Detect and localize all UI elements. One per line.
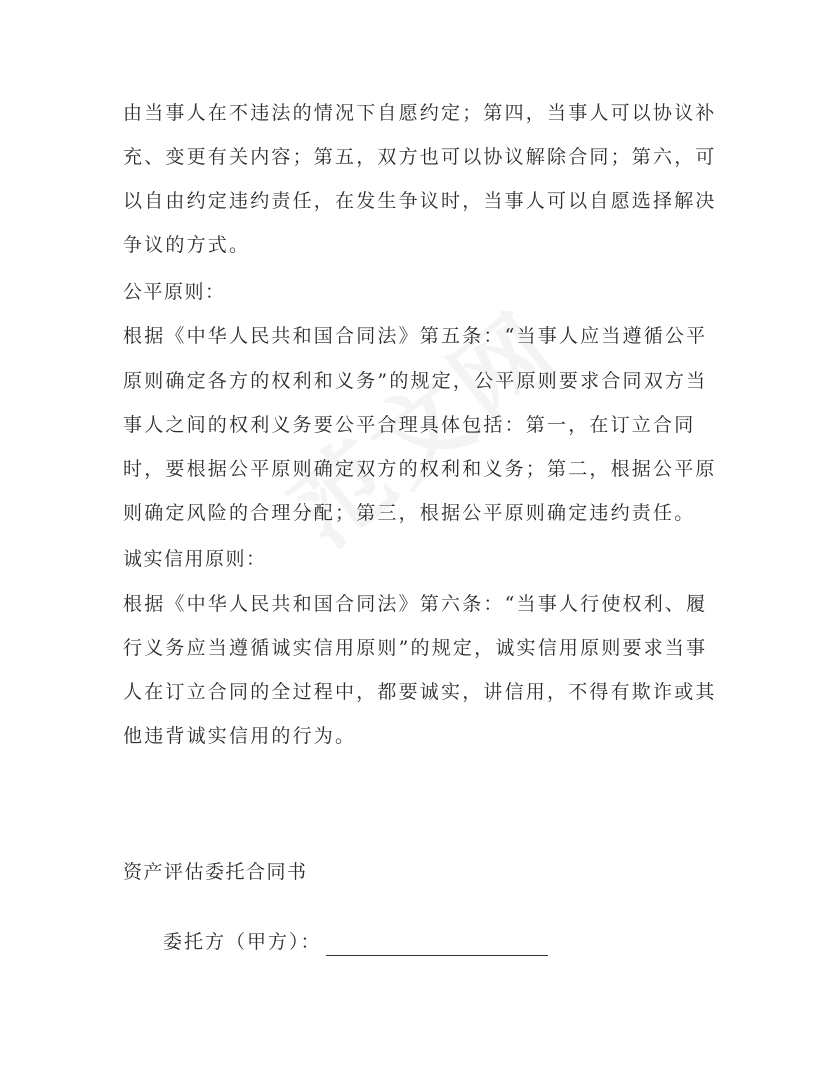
paragraph-line: 则确定风险的合理分配；第三，根据公平原则确定违约责任。 <box>123 502 696 524</box>
paragraph-line: 以自由约定违约责任，在发生争议时，当事人可以自愿选择解决 <box>123 190 717 212</box>
section-heading-good-faith: 诚实信用原则： <box>123 548 267 570</box>
paragraph-line: 人在订立合同的全过程中，都要诚实，讲信用，不得有欺诈或其 <box>123 681 717 703</box>
paragraph-line: 他违背诚实信用的行为。 <box>123 725 357 747</box>
contract-title: 资产评估委托合同书 <box>123 861 308 883</box>
paragraph-line: 充、变更有关内容；第五，双方也可以协议解除合同；第六，可 <box>123 146 717 168</box>
party-a-label: 委托方（甲方）： <box>163 931 322 953</box>
paragraph-line: 根据《中华人民共和国合同法》第五条：“当事人应当遵循公平 <box>123 325 708 347</box>
paragraph-line: 由当事人在不违法的情况下自愿约定；第四，当事人可以协议补 <box>123 102 717 124</box>
section-heading-fairness: 公平原则： <box>123 281 226 303</box>
paragraph-line: 事人之间的权利义务要公平合理具体包括：第一，在订立合同 <box>123 414 696 436</box>
paragraph-line: 根据《中华人民共和国合同法》第六条：“当事人行使权利、履 <box>123 593 708 615</box>
paragraph-line: 时，要根据公平原则确定双方的权利和义务；第二，根据公平原 <box>123 458 717 480</box>
paragraph-line: 原则确定各方的权利和义务”的规定，公平原则要求合同双方当 <box>123 370 708 392</box>
party-a-blank-field[interactable] <box>326 933 548 956</box>
paragraph-line: 行义务应当遵循诚实信用原则”的规定，诚实信用原则要求当事 <box>123 637 708 659</box>
party-a-row <box>163 928 548 956</box>
paragraph-line: 争议的方式。 <box>123 234 251 256</box>
